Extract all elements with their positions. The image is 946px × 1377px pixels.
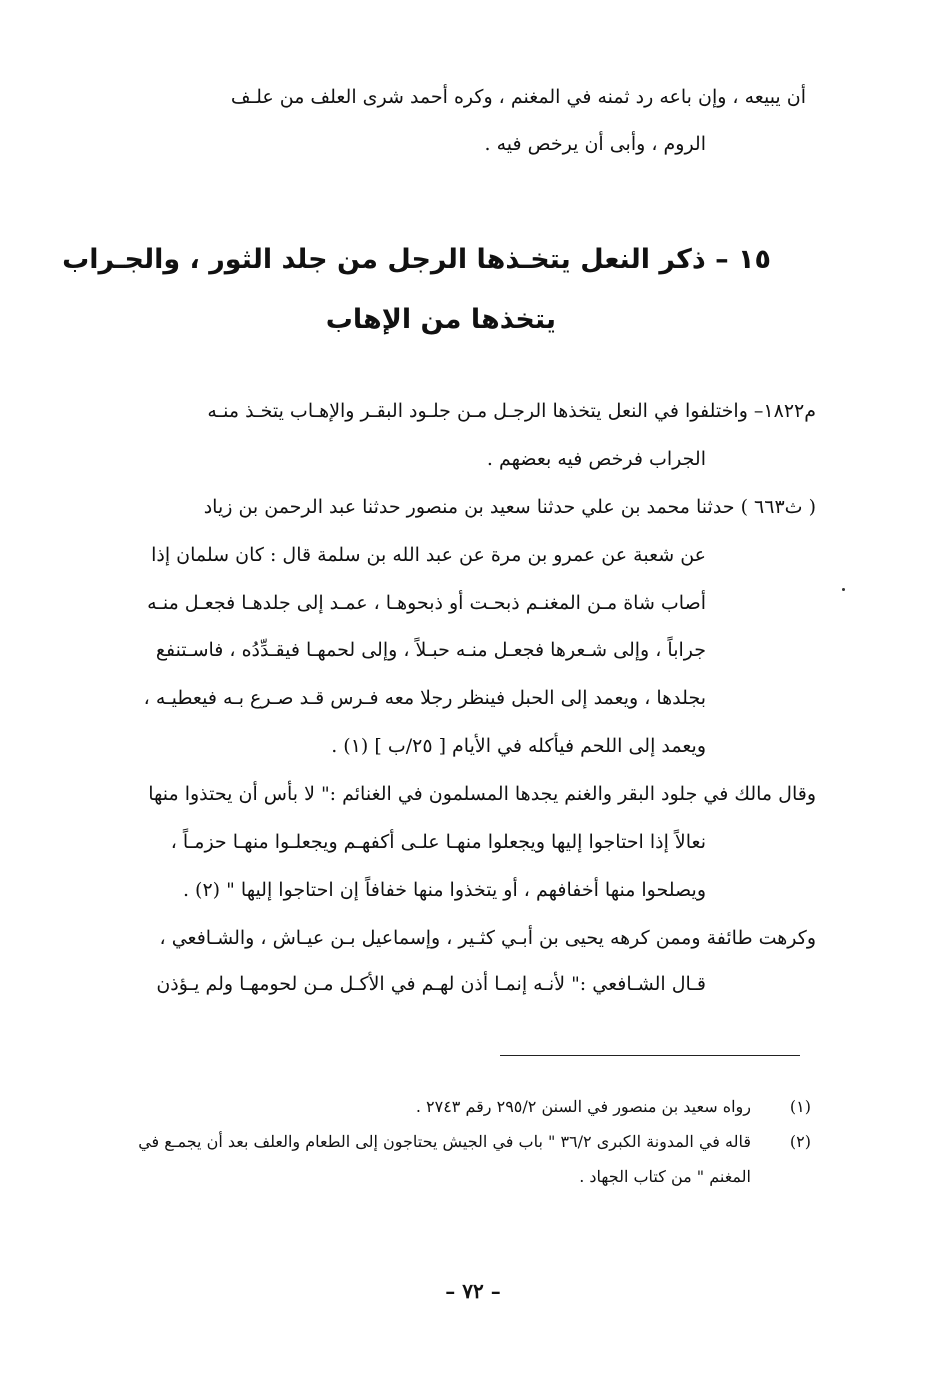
body-line-8: ويعمد إلى اللحم فيأكله في الأيام [ ٢٥/ب ] (١) . [331, 735, 706, 757]
body-line-11: ويصلحوا منها أخفافهم ، أو يتخذوا منها خفافاً إن احتاجوا إليها " (٢) . [182, 879, 706, 901]
body-line-2: الجراب فرخص فيه بعضهم . [486, 448, 706, 470]
body-line-3: ( ث٦٦٣ ) حدثنا محمد بن علي حدثنا سعيد بن منصور حدثنا عبد الرحمن بن زياد [203, 496, 816, 518]
footnote-2-text-line-2: المغنم " من كتاب الجهاد . [579, 1167, 751, 1186]
top-paragraph-line-2: الروم ، وأبى أن يرخص فيه . [484, 133, 706, 155]
footnote-2-number: (٢) [789, 1132, 811, 1151]
section-heading-line-2: يتخذها من الإهاب [325, 304, 556, 335]
footnote-1-text: رواه سعيد بن منصور في السنن ٢٩٥/٢ رقم ٢٧٤٣ . [415, 1097, 751, 1116]
body-line-7: بجلدها ، ويعمد إلى الحبل فينظر رجلا معه فـرس قـد صـرع بـه فيعطيـه ، [143, 687, 706, 709]
section-heading-line-1: ١٥ – ذكر النعل يتخـذها الرجل من جلد الثور ، والجـراب [62, 244, 771, 275]
body-line-5: أصاب شاة مـن المغنـم ذبحـت أو ذبحوهـا ، عمـد إلى جلدهـا فجعـل منـه [147, 592, 706, 614]
margin-speck [842, 588, 845, 591]
footnote-2-text-line-1: قاله في المدونة الكبرى ٣٦/٢ " باب في الجيش يحتاجون إلى الطعام والعلف بعد أن يجمـع في [138, 1132, 751, 1151]
body-line-12: وكرهت طائفة وممن كرهه يحيى بن أبـي كثـير ، وإسماعيل بـن عيـاش ، والشـافعي ، [159, 927, 816, 949]
body-line-4: عن شعبة عن عمرو بن مرة عن عبد الله بن سلمة قال : كان سلمان إذا [151, 544, 706, 566]
body-line-1: م١٨٢٢– واختلفوا في النعل يتخذها الرجـل مـن جلـود البقـر والإهـاب يتخـذ منـه [207, 400, 816, 422]
body-line-6: جراباً ، وإلى شـعرها فجعـل منـه حبـلاً ، وإلى لحمهـا فيقـدِّدُه ، فاسـتنفع [155, 639, 706, 661]
top-paragraph-line-1: أن يبيعه ، وإن باعه رد ثمنه في المغنم ، وكره أحمد شرى العلف من علـف [230, 86, 806, 108]
footnote-separator [500, 1055, 800, 1056]
page-number: – ٧٢ – [445, 1279, 501, 1303]
footnote-1-number: (١) [789, 1097, 811, 1116]
body-line-9: وقال مالك في جلود البقر والغنم يجدها المسلمون في الغنائم :" لا بأس أن يحتذوا منها [148, 783, 816, 805]
body-line-13: قـال الشـافعي :" لأنـه إنمـا أذن لهـم في الأكـل مـن لحومهـا ولم يـؤذن [156, 973, 706, 995]
body-line-10: نعالاً إذا احتاجوا إليها ويجعلوا منهـا علـى أكفهـم ويجعلـوا منهـا حزمـاً ، [170, 831, 706, 853]
